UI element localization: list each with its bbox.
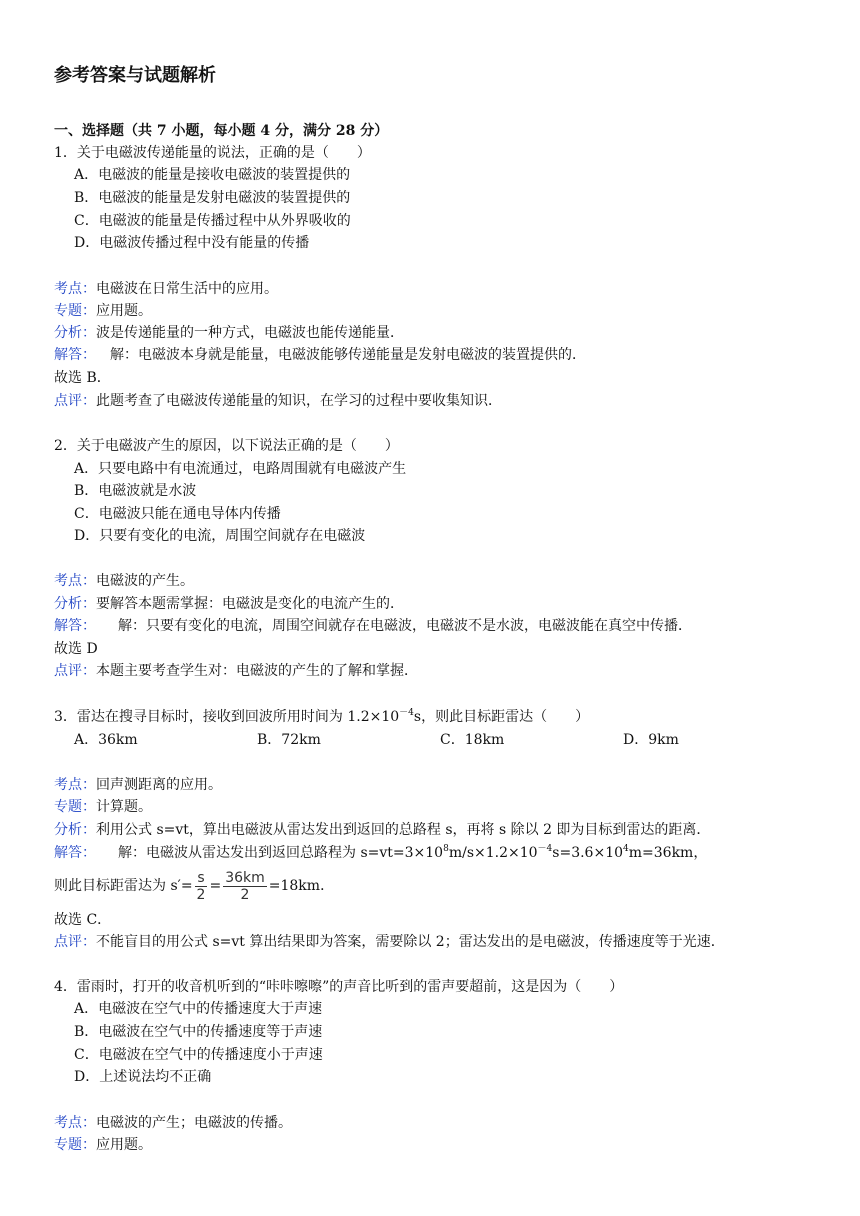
q1-jieda (54, 345, 586, 365)
q1-option-c: C．电磁波的能量是传播过程中从外界吸收的 (74, 213, 351, 229)
q4-kaodian (54, 1113, 292, 1133)
q4-zhuanti-text: 应用题。 (96, 1137, 152, 1153)
q3-stem-post: s，则此目标距雷达（ ） (413, 709, 590, 725)
fraction-numerator: s (195, 870, 208, 887)
zhuanti-label: 专题： (54, 303, 96, 319)
q1-jieda-text: 解：电磁波本身就是能量，电磁波能够传递能量是发射电磁波的装置提供的． (110, 347, 586, 363)
q1-option-b: B．电磁波的能量是发射电磁波的装置提供的 (74, 190, 351, 206)
q2-jieda (54, 616, 692, 636)
q2-dianping (54, 661, 418, 681)
jieda-label: 解答： (54, 845, 96, 861)
q1-zhuanti (54, 301, 152, 321)
q4-zhuanti (54, 1135, 152, 1155)
q1-fenxi-text: 波是传递能量的一种方式，电磁波也能传递能量． (96, 325, 404, 341)
fraction-denominator: 2 (196, 886, 206, 903)
kaodian-label: 考点： (54, 573, 96, 589)
q3-option-c: C．18km (440, 732, 505, 748)
q3-option-b: B．72km (257, 732, 321, 748)
q3-jieda-mid2: s=3.6×10 (552, 845, 624, 861)
kaodian-label: 考点： (54, 281, 96, 297)
q4-option-c: C．电磁波在空气中的传播速度小于声速 (74, 1047, 323, 1063)
q3-jieda-exp3: 4 (623, 844, 629, 854)
q3-stem-pre: 3．雷达在搜寻目标时，接收到回波所用时间为 1.2×10 (54, 709, 400, 725)
q1-kaodian (54, 279, 278, 299)
q2-fenxi-text: 要解答本题需掌握：电磁波是变化的电流产生的． (96, 596, 404, 612)
q3-choice: 故选 C． (54, 912, 112, 928)
q3-jieda-exp2: －4 (537, 844, 553, 854)
q3-then-post: =18km． (268, 878, 335, 894)
q2-option-a: A．只要电路中有电流通过，电路周围就有电磁波产生 (74, 461, 407, 477)
q3-stem-exponent: －4 (399, 708, 414, 718)
fenxi-label: 分析： (54, 822, 96, 838)
q3-distance-formula (54, 868, 334, 904)
kaodian-label: 考点： (54, 1115, 96, 1131)
q3-fenxi-text: 利用公式 s=vt，算出电磁波从雷达发出到返回的总路程 s，再将 s 除以 2 即为目标到雷达的距离． (96, 822, 711, 838)
q1-dianping (54, 391, 502, 411)
q3-jieda-exp1: 8 (443, 844, 449, 854)
q2-choice: 故选 D (54, 641, 98, 657)
q2-jieda-text: 解：只要有变化的电流，周围空间就存在电磁波，电磁波不是水波，电磁波能在真空中传播． (118, 618, 692, 634)
dianping-label: 点评： (54, 393, 96, 409)
q1-zhuanti-text: 应用题。 (96, 303, 152, 319)
zhuanti-label: 专题： (54, 1137, 96, 1153)
q3-jieda (54, 843, 707, 863)
fraction-denominator: 2 (240, 886, 250, 903)
q1-stem: 1．关于电磁波传递能量的说法，正确的是（ ） (54, 145, 371, 161)
kaodian-label: 考点： (54, 777, 96, 793)
q3-option-a: A．36km (74, 732, 138, 748)
q4-option-b: B．电磁波在空气中的传播速度等于声速 (74, 1024, 323, 1040)
fraction-36km-over-2 (223, 870, 267, 903)
q2-dianping-text: 本题主要考查学生对：电磁波的产生的了解和掌握． (96, 663, 418, 679)
jieda-label: 解答： (54, 347, 96, 363)
q3-dianping (54, 932, 725, 952)
q3-stem (54, 707, 589, 727)
q3-jieda-mid: m/s×1.2×10 (448, 845, 538, 861)
q3-fenxi (54, 820, 710, 840)
fenxi-label: 分析： (54, 325, 96, 341)
q3-zhuanti-text: 计算题。 (96, 799, 152, 815)
q1-choice: 故选 B． (54, 370, 111, 386)
zhuanti-label: 专题： (54, 799, 96, 815)
q2-option-c: C．电磁波只能在通电导体内传播 (74, 506, 281, 522)
q3-zhuanti (54, 797, 152, 817)
q3-then-pre: 则此目标距雷达为 s′= (54, 878, 193, 894)
q3-kaodian (54, 775, 222, 795)
fraction-numerator: 36km (225, 869, 265, 886)
q1-dianping-text: 此题考查了电磁波传递能量的知识，在学习的过程中要收集知识． (96, 393, 502, 409)
page-title: 参考答案与试题解析 (54, 65, 216, 86)
q3-kaodian-text: 回声测距离的应用。 (96, 777, 222, 793)
q1-option-d: D．电磁波传播过程中没有能量的传播 (74, 235, 310, 251)
jieda-label: 解答： (54, 618, 96, 634)
q2-kaodian-text: 电磁波的产生。 (96, 573, 194, 589)
q2-kaodian (54, 571, 194, 591)
q1-fenxi (54, 323, 404, 343)
q4-stem: 4．雷雨时，打开的收音机听到的“咔咔嚓嚓”的声音比听到的雷声要超前，这是因为（ ） (54, 979, 624, 995)
q3-jieda-post: m=36km， (628, 845, 708, 861)
dianping-label: 点评： (54, 663, 96, 679)
q4-option-d: D．上述说法均不正确 (74, 1069, 212, 1085)
q3-option-d: D．9km (623, 732, 679, 748)
equals-sign: = (209, 878, 222, 894)
q4-option-a: A．电磁波在空气中的传播速度大于声速 (74, 1001, 323, 1017)
q2-fenxi (54, 594, 404, 614)
q2-option-b: B．电磁波就是水波 (74, 483, 197, 499)
section-heading: 一、选择题（共 7 小题，每小题 4 分，满分 28 分） (54, 123, 389, 139)
dianping-label: 点评： (54, 934, 96, 950)
q1-option-a: A．电磁波的能量是接收电磁波的装置提供的 (74, 167, 351, 183)
q2-stem: 2．关于电磁波产生的原因，以下说法正确的是（ ） (54, 438, 399, 454)
q4-kaodian-text: 电磁波的产生；电磁波的传播。 (96, 1115, 292, 1131)
q3-jieda-pre: 解：电磁波从雷达发出到返回总路程为 s=vt=3×10 (118, 845, 444, 861)
fraction-s-over-2 (195, 870, 208, 903)
q2-option-d: D．只要有变化的电流，周围空间就存在电磁波 (74, 528, 366, 544)
q1-kaodian-text: 电磁波在日常生活中的应用。 (96, 281, 278, 297)
fenxi-label: 分析： (54, 596, 96, 612)
q3-dianping-text: 不能盲目的用公式 s=vt 算出结果即为答案，需要除以 2；雷达发出的是电磁波，传播速度等于光速． (96, 934, 725, 950)
